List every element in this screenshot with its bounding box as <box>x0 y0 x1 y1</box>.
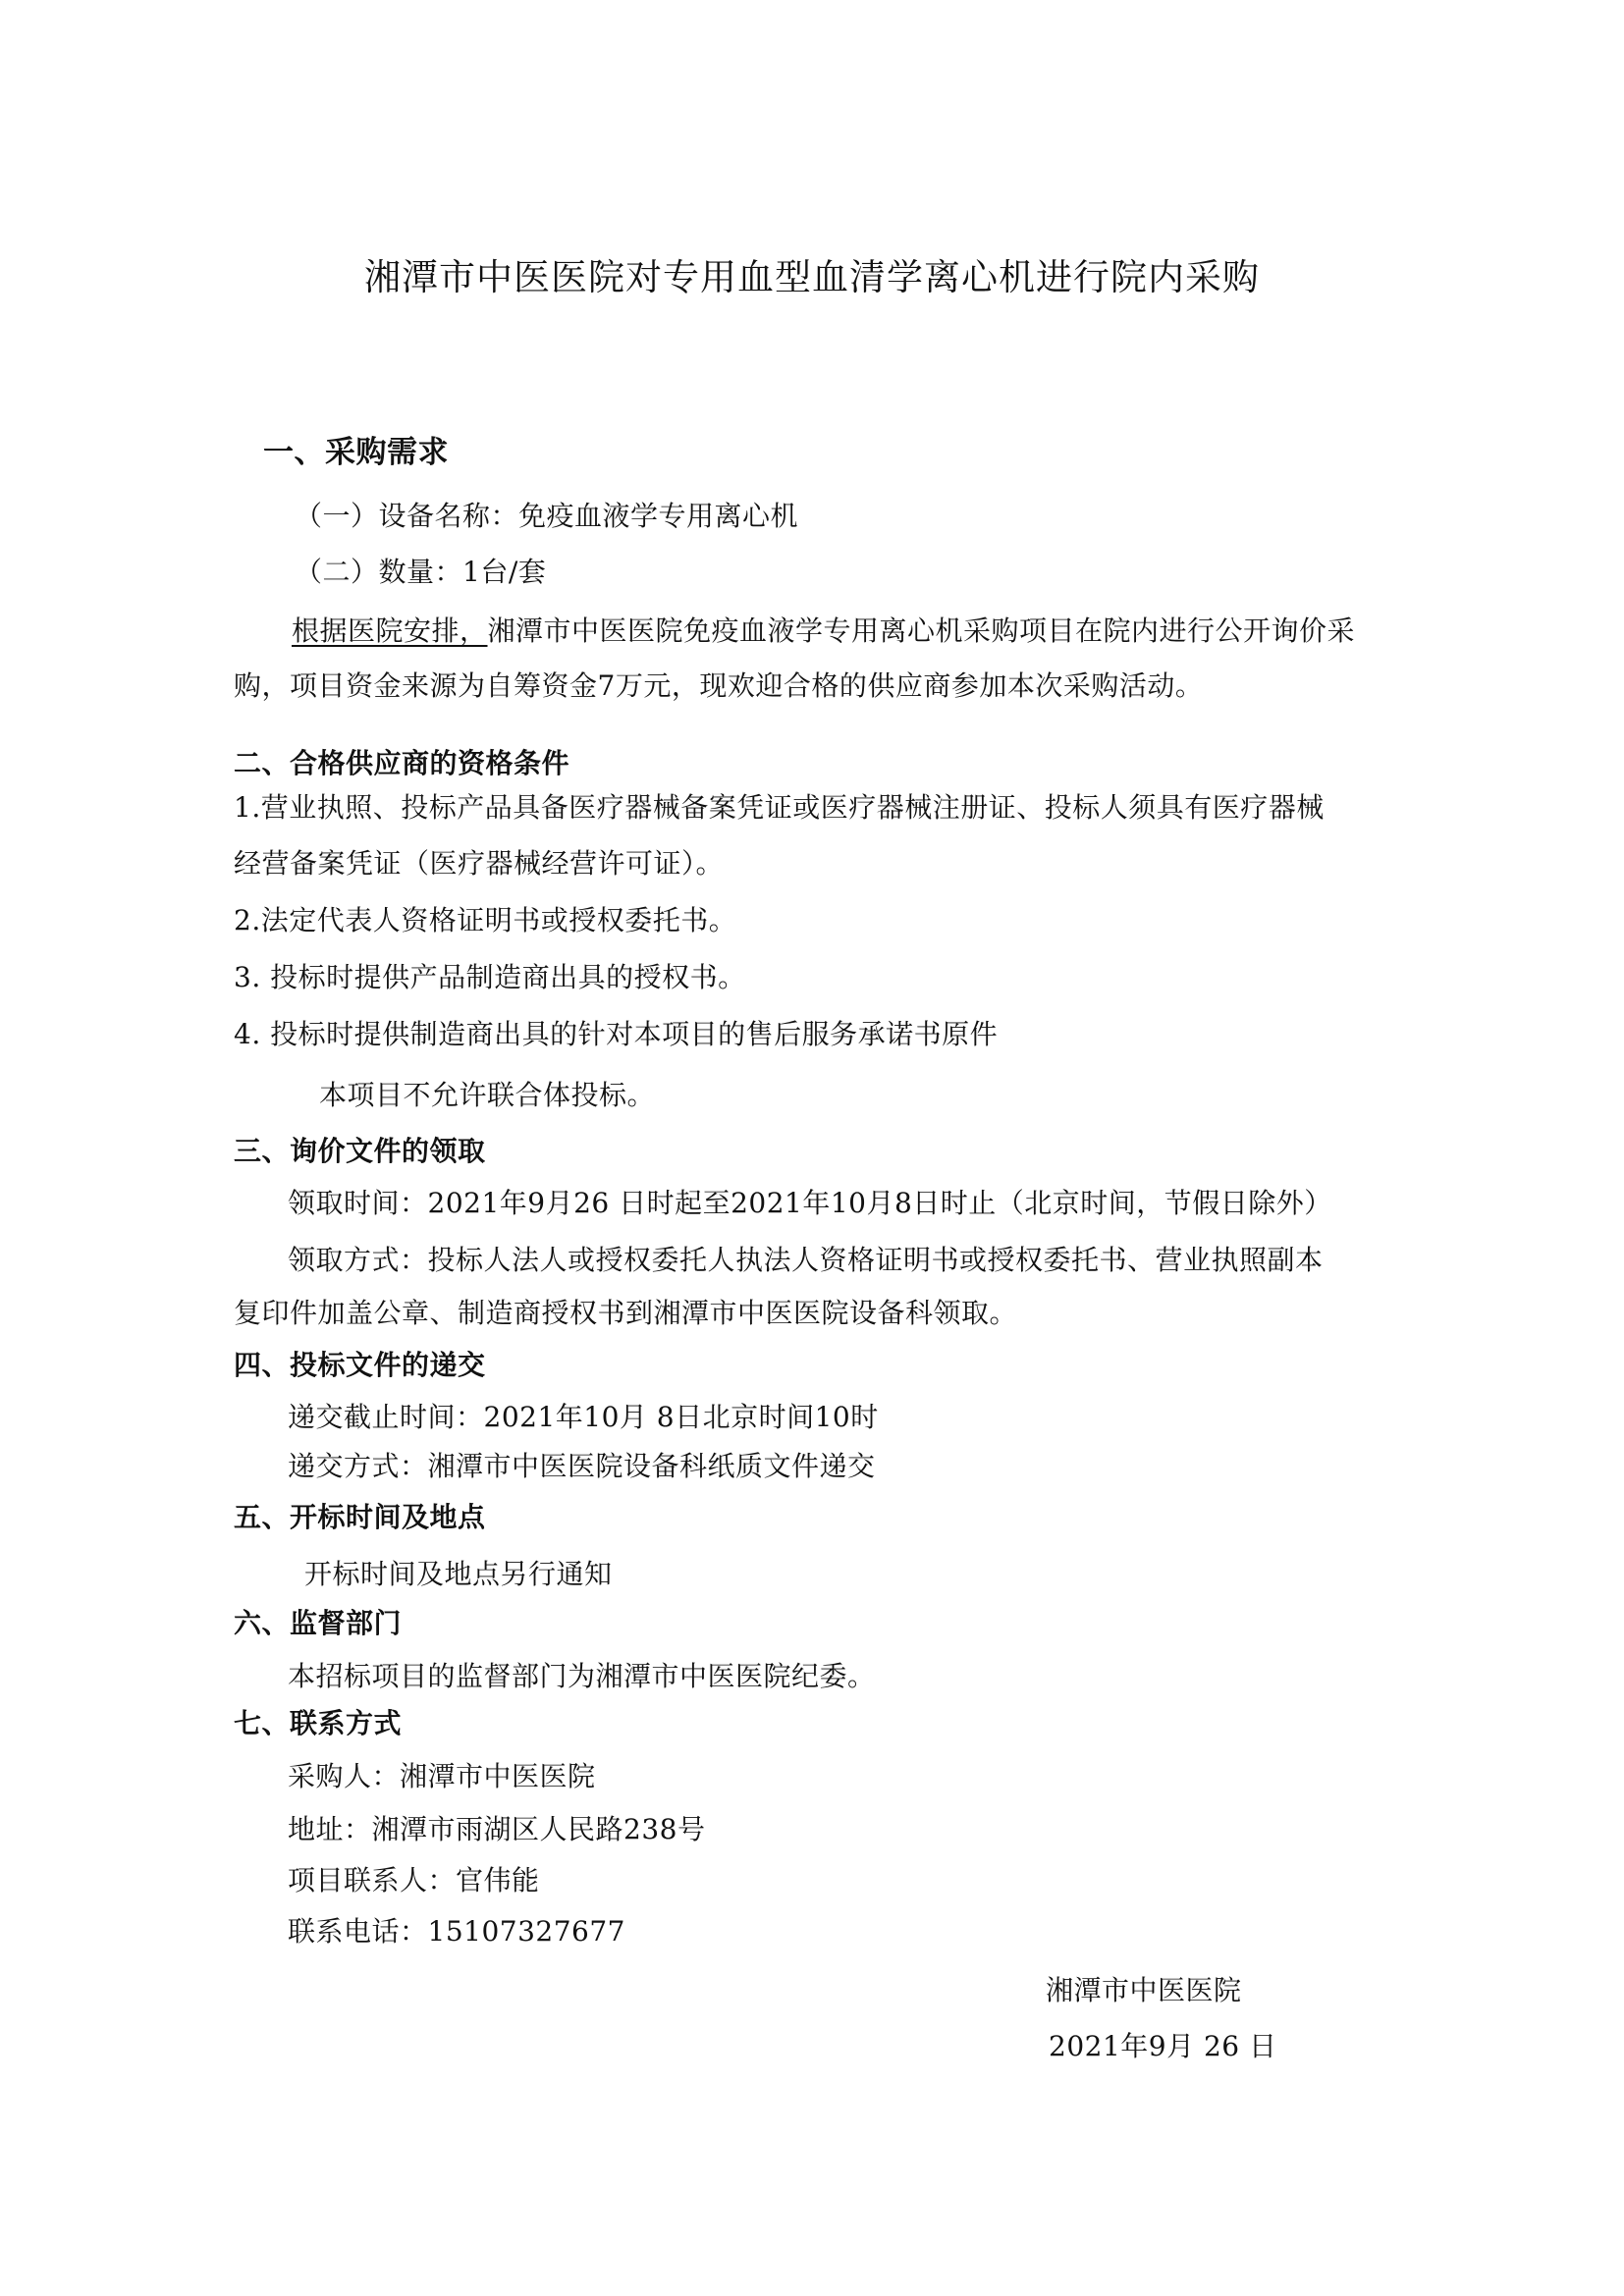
document-title: 湘潭市中医医院对专用血型血清学离心机进行院内采购 <box>364 256 1260 298</box>
section-7-heading: 七、联系方式 <box>234 1707 403 1739</box>
signature-date: 2021年9月 26 日 <box>1049 2030 1277 2062</box>
section-1-paragraph-line-2: 购，项目资金来源为自筹资金7万元，现欢迎合格的供应商参加本次采购活动。 <box>234 669 1204 702</box>
section-6-text: 本招标项目的监督部门为湘潭市中医医院纪委。 <box>288 1660 876 1692</box>
section-5-heading: 五、开标时间及地点 <box>234 1501 486 1533</box>
section-3-heading: 三、询价文件的领取 <box>234 1135 486 1167</box>
section-2-item-1-line-2: 经营备案凭证（医疗器械经营许可证）。 <box>234 847 725 880</box>
section-4-deadline: 递交截止时间：2021年10月 8日北京时间10时 <box>288 1401 879 1433</box>
section-2-item-2: 2.法定代表人资格证明书或授权委托书。 <box>234 904 737 936</box>
contact-address: 地址：湘潭市雨湖区人民路238号 <box>288 1813 706 1845</box>
signature-organization: 湘潭市中医医院 <box>1046 1974 1242 2006</box>
contact-purchaser: 采购人：湘潭市中医医院 <box>288 1760 596 1792</box>
section-6-heading: 六、监督部门 <box>234 1607 403 1639</box>
section-1-heading: 一、采购需求 <box>263 435 449 470</box>
section-5-text: 开标时间及地点另行通知 <box>304 1558 613 1590</box>
section-1-equipment-name: （一）设备名称：免疫血液学专用离心机 <box>295 500 799 532</box>
underlined-phrase: 根据医院安排， <box>292 614 488 647</box>
contact-person: 项目联系人：官伟能 <box>288 1864 540 1896</box>
section-1-paragraph-line-1 <box>292 614 1355 649</box>
section-3-time: 领取时间：2021年9月26 日时起至2021年10月8日时止（北京时间，节假日除外） <box>288 1187 1332 1219</box>
section-4-method: 递交方式：湘潭市中医医院设备科纸质文件递交 <box>288 1450 876 1482</box>
section-3-method-line-2: 复印件加盖公章、制造商授权书到湘潭市中医医院设备科领取。 <box>234 1297 1018 1329</box>
section-2-item-3: 3. 投标时提供产品制造商出具的授权书。 <box>234 961 746 993</box>
section-2-heading: 二、合格供应商的资格条件 <box>234 747 570 779</box>
section-4-heading: 四、投标文件的递交 <box>234 1349 486 1381</box>
section-2-note: 本项目不允许联合体投标。 <box>319 1079 656 1111</box>
paragraph-text: 湘潭市中医医院免疫血液学专用离心机采购项目在院内进行公开询价采 <box>487 614 1356 647</box>
section-2-item-1-line-1: 1.营业执照、投标产品具备医疗器械备案凭证或医疗器械注册证、投标人须具有医疗器械 <box>234 791 1325 824</box>
section-2-item-4: 4. 投标时提供制造商出具的针对本项目的售后服务承诺书原件 <box>234 1018 999 1050</box>
section-1-quantity: （二）数量：1台/套 <box>295 556 547 588</box>
contact-phone: 联系电话：15107327677 <box>288 1915 625 1948</box>
section-3-method-line-1: 领取方式：投标人法人或授权委托人执法人资格证明书或授权委托书、营业执照副本 <box>288 1244 1324 1276</box>
